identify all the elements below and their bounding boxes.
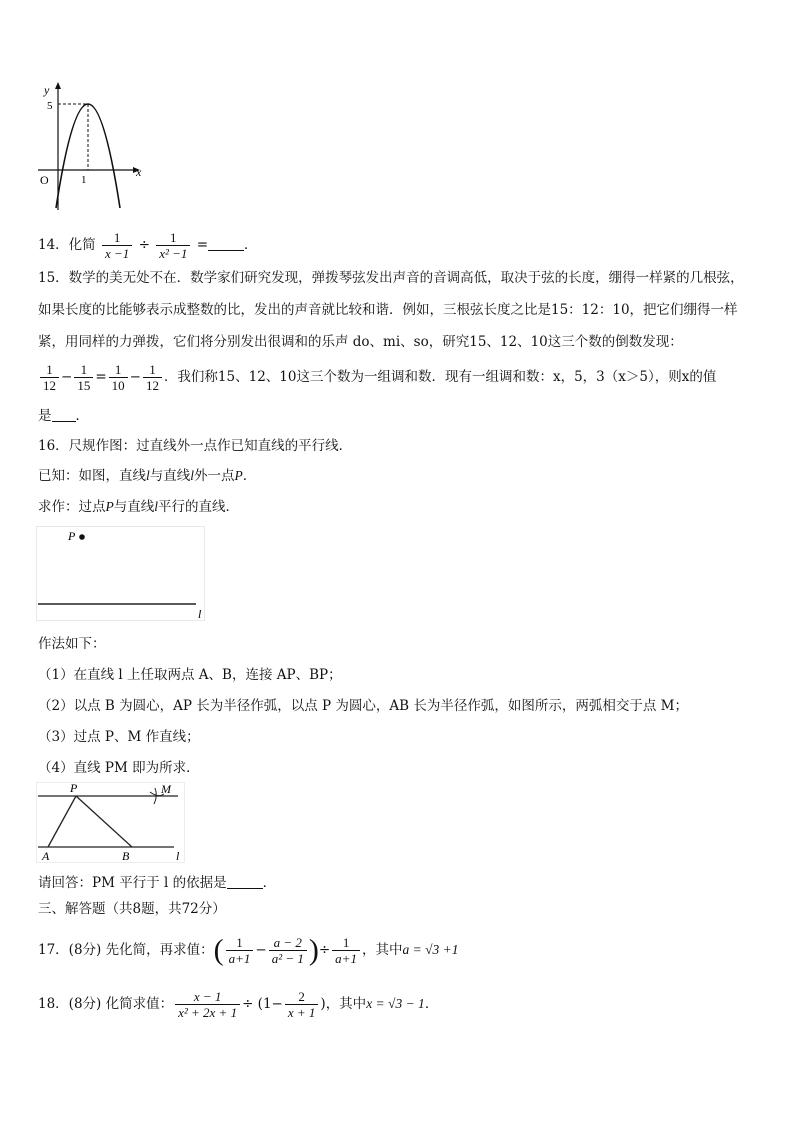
line-l-label: l <box>176 849 180 863</box>
question-14: 14．化简 $\frac{1}{x -1}$ ÷ $\frac{1}{\text{x² −1}}$ = ． <box>38 230 258 261</box>
y-axis-label: y <box>44 83 50 97</box>
question-17: 17．(8分) 先化简，再求值：( $\frac{1}{a+1}$ − $\frac{a - 2}{\text{a² − 1}}$ )÷ $\frac{1}{a+1}$ ，其中a = √3 +1 <box>38 933 459 967</box>
question-15-line-3: 紧，用同样的力弹拨，它们将分别发出很调和的乐声 do、mi、so，研究15、12、10这三个数的倒数发现： <box>38 334 683 350</box>
line-l-label: l <box>198 607 202 621</box>
question-15-line-4: $\frac{1}{12}$ − $\frac{1}{15}$ = $\frac{1}{10}$ − $\frac{1}{12}$ ．我们称15、12、10这三个数为一组调和数．现有一组调和数：x，5，3（x＞5），则x的值 <box>38 360 716 394</box>
point-p-label: P <box>68 529 76 543</box>
peak-y-label: 5 <box>47 100 53 112</box>
origin-label: O <box>40 173 49 187</box>
point-b-label: B <box>122 849 130 863</box>
method-title: 作法如下： <box>38 636 106 652</box>
answer-blank <box>208 236 244 251</box>
fraction: $\frac{1}{x -1}$ <box>102 230 132 261</box>
answer-blank <box>52 407 76 422</box>
question-16-answer: 请回答：PM 平行于 l 的依据是 ． <box>38 875 277 891</box>
point-a-label: A <box>42 849 50 863</box>
peak-x-label: 1 <box>81 174 87 186</box>
step-1: （1）在直线 l 上任取两点 A、B，连接 AP、BP； <box>38 667 342 683</box>
question-16-title: 16．尺规作图：过直线外一点作已知直线的平行线． <box>38 438 353 454</box>
question-15-line-5: 是 ． <box>38 408 89 424</box>
question-15-line-2: 如果长度的比能够表示成整数的比，发出的声音就比较和谐．例如，三根弦长度之比是15：12：10，把它们绷得一样 <box>38 302 738 318</box>
parabola-graph <box>36 82 156 212</box>
figure-construction <box>36 782 188 864</box>
question-18: 18．(8分) 化简求值： $\frac{x - 1}{\text{x² + 2x + 1}}$ ÷ (1− $\frac{2}{x + 1}$ )，其中x = √3 − 1． <box>38 989 439 1020</box>
question-16-task: 求作：过点P与直线l平行的直线． <box>38 499 240 515</box>
step-4: （4）直线 PM 即为所求． <box>38 760 200 776</box>
answer-blank <box>227 874 263 889</box>
x-axis-label: x <box>136 165 142 179</box>
fraction: $\frac{1}{\text{x² −1}}$ <box>156 230 190 261</box>
step-2: （2）以点 B 为圆心，AP 长为半径作弧，以点 P 为圆心，AB 长为半径作弧，如图所示，两弧相交于点 M； <box>38 698 688 714</box>
question-16-given: 已知：如图，直线l与直线l外一点P． <box>38 468 257 484</box>
step-3: （3）过点 P、M 作直线； <box>38 729 200 745</box>
point-p-label: P <box>70 782 78 795</box>
section-title: 三、解答题（共8题，共72分） <box>38 901 226 917</box>
point-m-label: M <box>161 782 171 796</box>
question-15-line-1: 15．数学的美无处不在．数学家们研究发现，弹拨琴弦发出声音的音调高低，取决于弦的长度，绷得一样紧的几根弦， <box>38 270 744 286</box>
figure-point-and-line <box>36 526 208 622</box>
